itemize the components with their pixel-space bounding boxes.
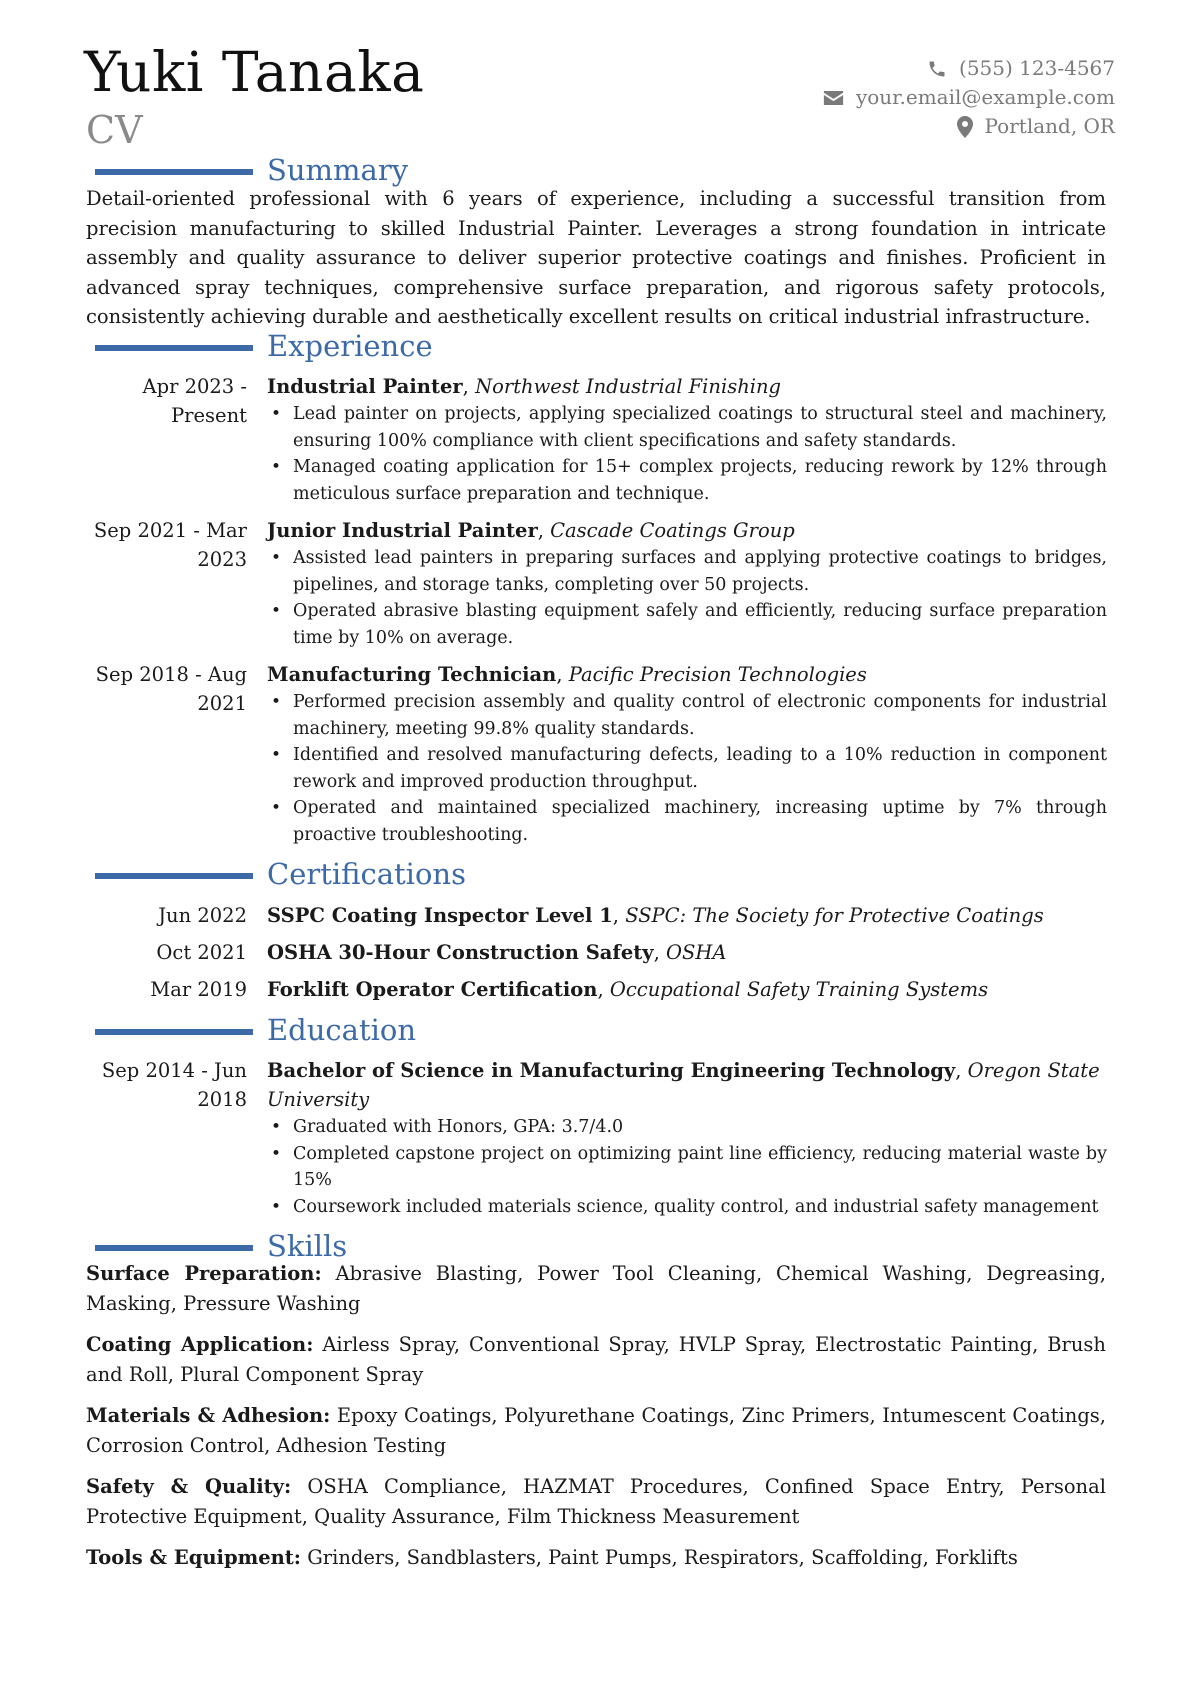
section-accent-bar [95,169,253,175]
cert-text: Forklift Operator Certification, Occupational Safety Training Systems [267,978,989,1001]
bullet-item: • Operated abrasive blasting equipment safely and efficiently, reducing surface preparation time by 10% on average. [267,598,1107,651]
entry-body [267,372,1107,507]
bullet-list [267,689,1107,848]
skill-label: Safety & Quality: [86,1475,292,1498]
skill-values: Epoxy Coatings, Polyurethane Coatings, Zinc Primers, Intumescent Coatings, Corrosion Control, Adhesion Testing [86,1404,1107,1457]
bullet-item: • Managed coating application for 15+ complex projects, reducing rework by 12% through meticulous surface preparation and technique. [267,454,1107,507]
employer: Northwest Industrial Finishing [475,375,782,398]
skill-values: Abrasive Blasting, Power Tool Cleaning, Chemical Washing, Degreasing, Masking, Pressure Washing [86,1262,1106,1315]
contact-phone [823,54,1115,83]
job-role: Junior Industrial Painter [267,519,538,542]
entry-date: Sep 2018 - Aug 2021 [95,663,247,715]
bullet-item: • Completed capstone project on optimizing paint line efficiency, reducing material waste by 15% [267,1141,1107,1194]
section-accent-bar [95,873,253,879]
skill-values: Grinders, Sandblasters, Paint Pumps, Respirators, Scaffolding, Forklifts [307,1546,1018,1569]
envelope-icon [823,90,844,106]
education-heading [0,1013,1190,1050]
employer: Cascade Coatings Group [550,519,795,542]
employer: Pacific Precision Technologies [568,663,867,686]
bullet-item: • Identified and resolved manufacturing defects, leading to a 10% reduction in component rework and improved production throughput. [267,742,1107,795]
document-subtitle: CV [86,108,143,152]
entry-date: Sep 2021 - Mar 2023 [93,519,247,571]
experience-section [0,329,1190,366]
entry-title: Manufacturing Technician, Pacific Precision Technologies [267,663,867,686]
bullet-list [267,401,1107,507]
email-address[interactable]: your.email@example.com [855,85,1115,109]
entry-date: Sep 2014 - Jun 2018 [101,1059,247,1111]
bullet-item: • Performed precision assembly and quality control of electronic components for industrial machinery, meeting 99.8% quality standards. [267,689,1107,742]
entry-body [267,1056,1107,1220]
section-accent-bar [95,1029,253,1035]
skill-group [86,1330,1106,1389]
skill-label: Tools & Equipment: [86,1546,301,1569]
bullet-item: • Coursework included materials science, quality control, and industrial safety management [267,1194,1107,1221]
skill-group [86,1401,1106,1460]
entry-date: Apr 2023 - Present [142,375,247,427]
skill-label: Coating Application: [86,1333,314,1356]
entry-title: Junior Industrial Painter, Cascade Coatings Group [267,519,795,542]
cert-date: Jun 2022 [158,904,247,927]
bullet-item: • Operated and maintained specialized machinery, increasing uptime by 7% through proactive troubleshooting. [267,795,1107,848]
skill-group [86,1543,1106,1573]
cert-issuer: SSPC: The Society for Protective Coatings [625,904,1044,927]
contact-block [823,54,1115,141]
institution: Oregon State University [267,1059,1100,1111]
skill-label: Surface Preparation: [86,1262,322,1285]
job-role: Manufacturing Technician [267,663,557,686]
bullet-list [267,1114,1107,1220]
certifications-section [0,857,1190,894]
phone-icon [927,59,947,79]
cert-name: Forklift Operator Certification [267,978,598,1001]
cert-date: Mar 2019 [150,978,247,1001]
skill-group [86,1472,1106,1531]
section-title: Experience [267,329,433,363]
section-accent-bar [95,345,253,351]
cert-date: Oct 2021 [156,941,247,964]
entry-body [267,660,1107,848]
entry-body [267,516,1107,651]
certification-row [0,938,1190,968]
contact-email [823,83,1115,112]
job-role: Industrial Painter [267,375,463,398]
bullet-list [267,545,1107,651]
education-section [0,1013,1190,1050]
bullet-item: • Lead painter on projects, applying specialized coatings to structural steel and machinery, ensuring 100% compliance with client specifications and safety standards. [267,401,1107,454]
cert-issuer: Occupational Safety Training Systems [609,978,989,1001]
section-title: Summary [267,153,409,187]
section-title: Certifications [267,857,466,891]
skill-values: OSHA Compliance, HAZMAT Procedures, Confined Space Entry, Personal Protective Equipment, Quality Assurance, Film Thickness Measurement [86,1475,1106,1528]
bullet-item: • Graduated with Honors, GPA: 3.7/4.0 [267,1114,1107,1141]
skill-values: Airless Spray, Conventional Spray, HVLP Spray, Electrostatic Painting, Brush and Roll, Plural Component Spray [86,1333,1106,1386]
cert-text: SSPC Coating Inspector Level 1, SSPC: The Society for Protective Coatings [267,904,1044,927]
degree: Bachelor of Science in Manufacturing Engineering Technology [267,1059,956,1082]
certifications-heading [0,857,1190,894]
entry-title: Industrial Painter, Northwest Industrial Finishing [267,375,782,398]
certification-row [0,901,1190,931]
cert-name: OSHA 30-Hour Construction Safety [267,941,654,964]
entry-title: Bachelor of Science in Manufacturing Engineering Technology, Oregon State University [267,1059,1100,1111]
section-title: Skills [267,1229,348,1263]
section-accent-bar [95,1245,253,1251]
phone-number[interactable]: (555) 123-4567 [959,56,1115,80]
map-pin-icon [957,116,973,138]
cert-text: OSHA 30-Hour Construction Safety, OSHA [267,941,727,964]
experience-heading [0,329,1190,366]
candidate-name: Yuki Tanaka [84,40,425,104]
bullet-item: • Assisted lead painters in preparing surfaces and applying protective coatings to bridges, pipelines, and storage tanks, completing over 50 projects. [267,545,1107,598]
summary-text: Detail-oriented professional with 6 years of experience, including a successful transition from precision manufacturing to skilled Industrial Painter. Leverages a strong foundation in intricate assembly and quality assurance to deliver superior protective coatings and finishes. Proficient in advanced spray techniques, comprehensive surface preparation, and rigorous safety protocols, consistently achieving durable and aesthetically excellent results on critical industrial infrastructure. [86,187,1106,328]
contact-location [823,112,1115,141]
certification-row [0,975,1190,1005]
section-title: Education [267,1013,417,1047]
location-text: Portland, OR [984,114,1115,138]
skill-group [86,1259,1106,1318]
skill-label: Materials & Adhesion: [86,1404,331,1427]
cert-issuer: OSHA [665,941,727,964]
cert-name: SSPC Coating Inspector Level 1 [267,904,613,927]
